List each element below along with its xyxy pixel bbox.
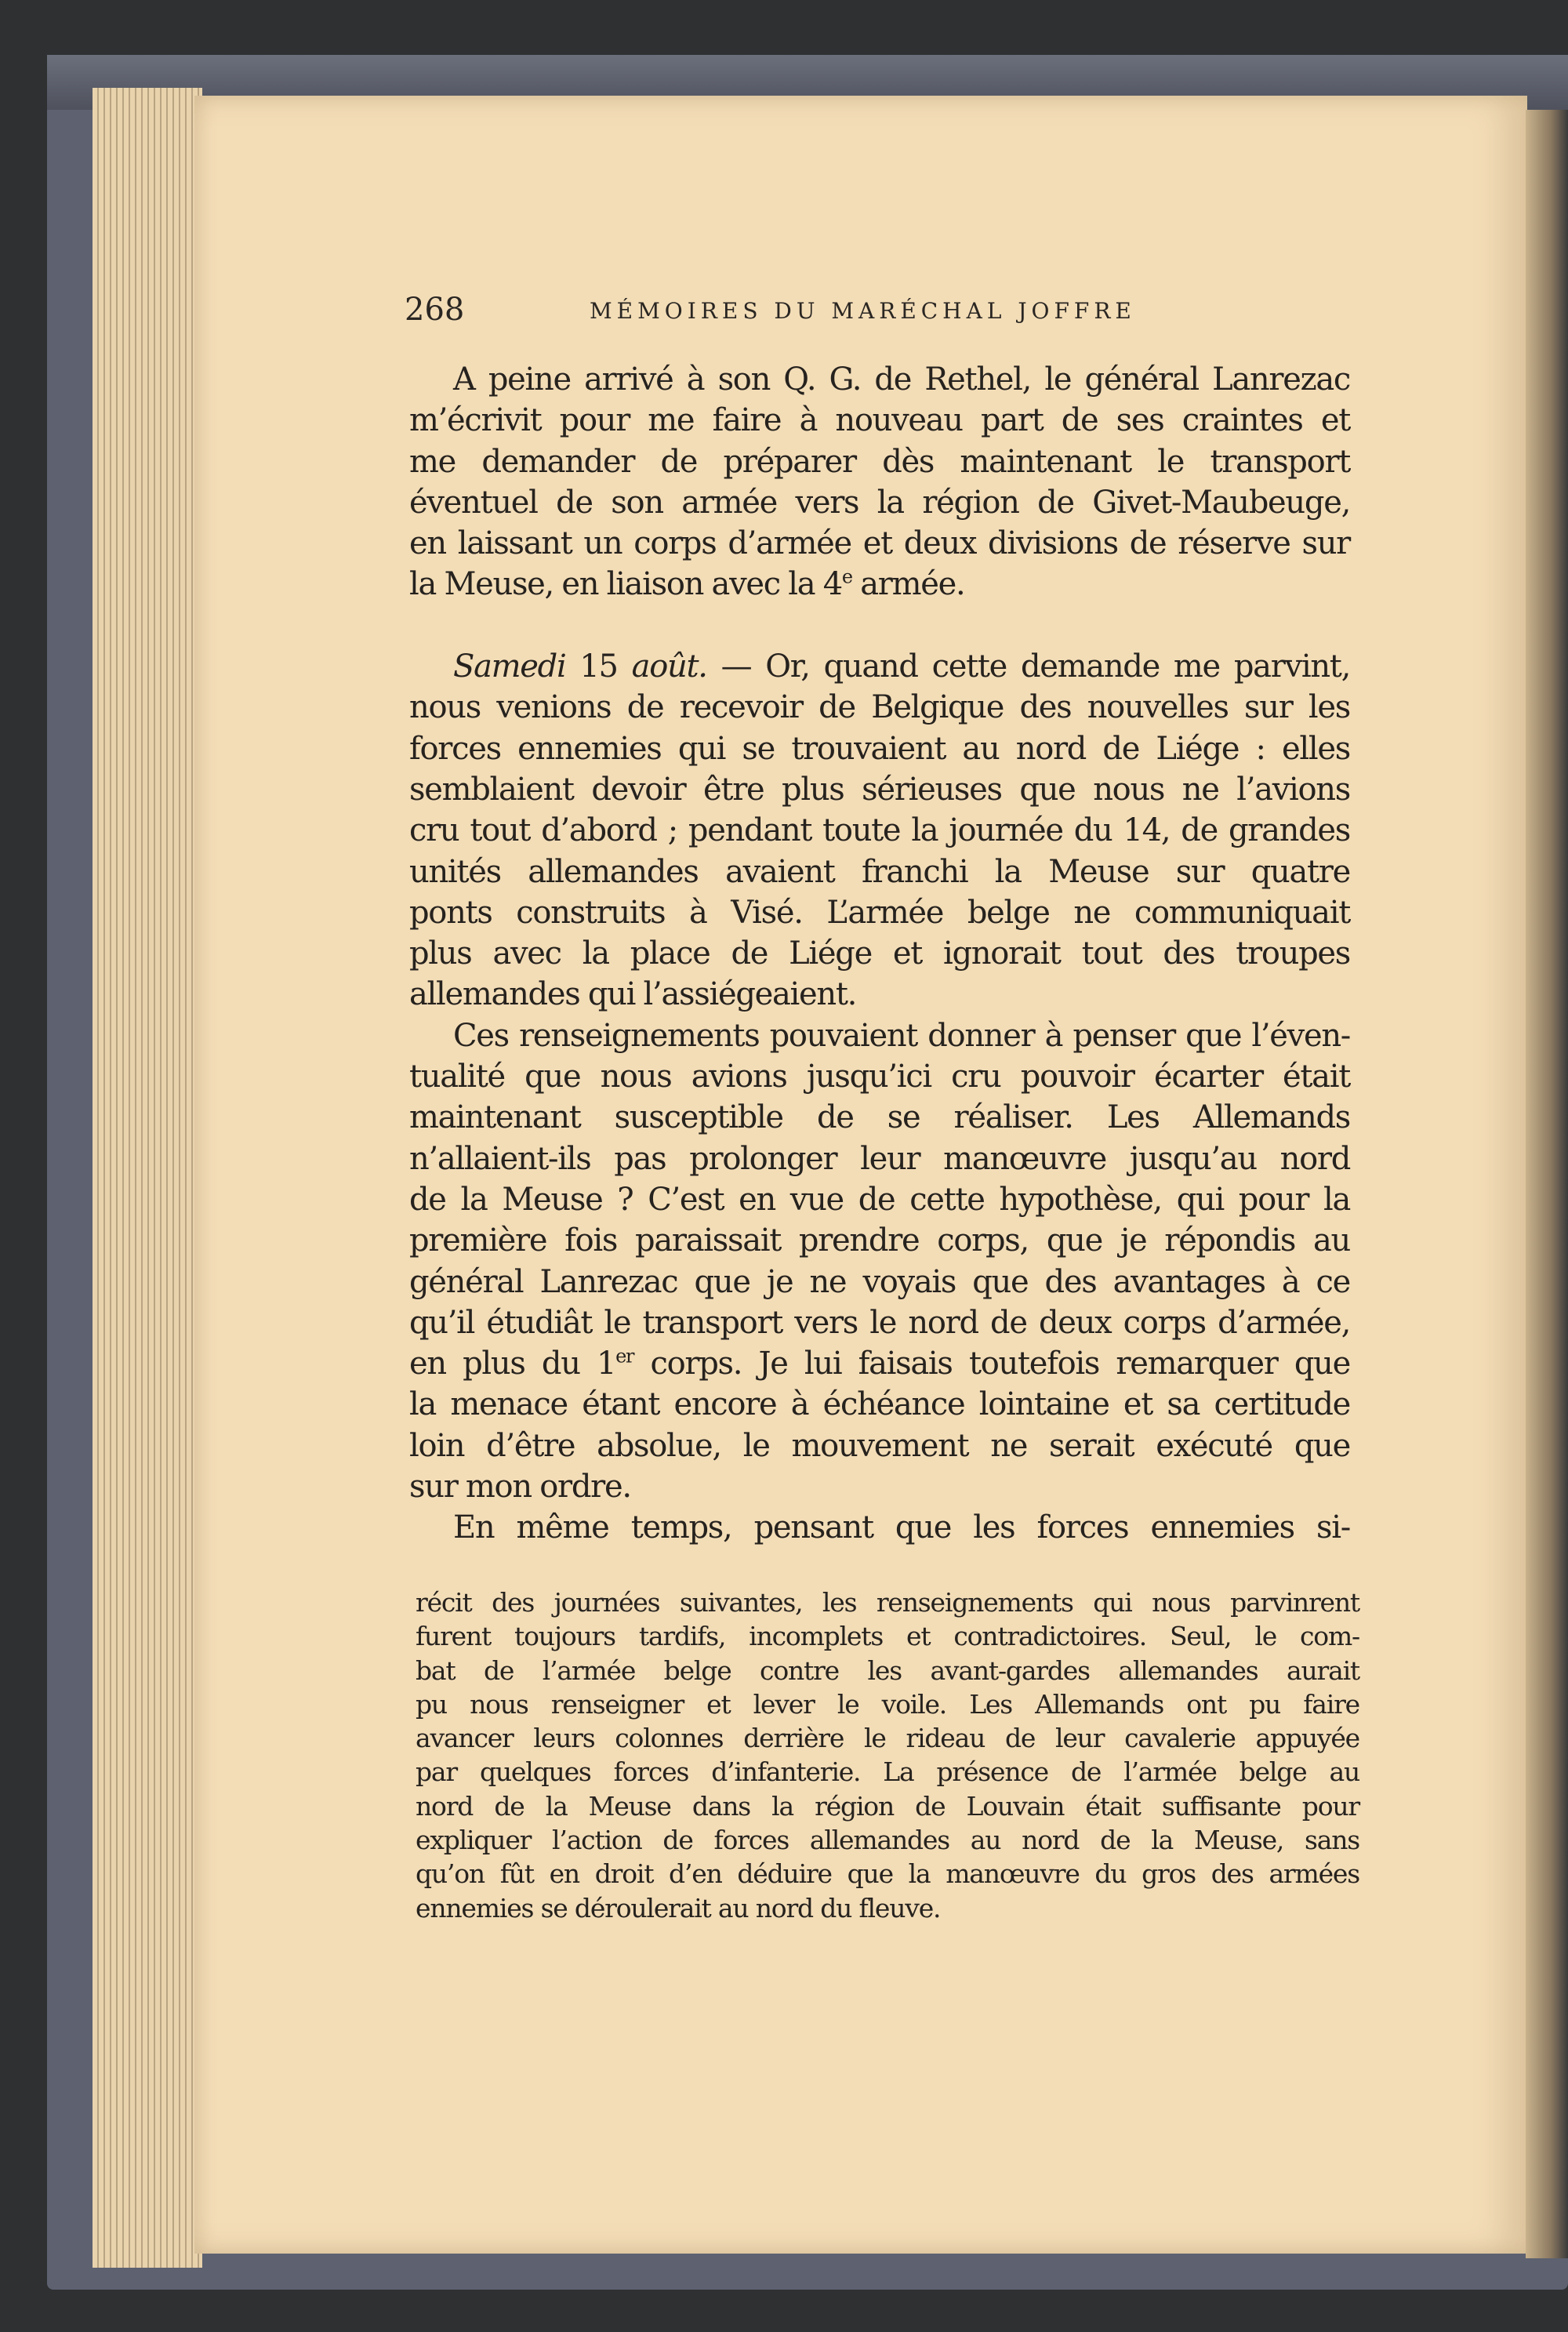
footnote-line (416, 1755, 1359, 1789)
text-segment: en plus du 1 (409, 1346, 616, 1382)
text-segment: qu’on fût en droit d’en déduire que la manœuvre du gros des armées (416, 1858, 1359, 1890)
text-segment: expliquer l’action de forces allemandes au nord de la Meuse, sans (416, 1825, 1359, 1856)
text-segment: pu nous renseigner et lever le voile. Les Allemands ont pu faire (416, 1688, 1359, 1720)
text-line (409, 687, 1350, 728)
running-title: MÉMOIRES DU MARÉCHAL JOFFRE (590, 298, 1136, 324)
text-segment: loin d’être absolue, le mouvement ne serait exécuté que (409, 1427, 1350, 1464)
footnote-line (416, 1891, 1359, 1925)
text-segment: bat de l’armée belge contre les avant-gardes allemandes aurait (416, 1655, 1359, 1686)
text-segment: En même temps, pensant que les forces ennemies si- (453, 1509, 1350, 1546)
text-segment: tualité que nous avions jusqu’ici cru pouvoir écarter était (409, 1059, 1350, 1095)
text-segment: m’écrivit pour me faire à nouveau part de ses craintes et (409, 402, 1350, 439)
text-line (409, 605, 1350, 646)
text-segment: général Lanrezac que je ne voyais que des avantages à ce (409, 1263, 1350, 1300)
text-segment: allemandes qui l’assiégeaient. (409, 976, 857, 1013)
text-segment: première fois paraissait prendre corps, que je répondis au (409, 1222, 1350, 1259)
book-gutter (1526, 110, 1568, 2258)
text-segment: unités allemandes avaient franchi la Meuse sur quatre (409, 853, 1350, 890)
text-line (409, 1302, 1350, 1343)
text-segment: — Or, quand cette demande me parvint, (706, 648, 1350, 685)
footnote-line (416, 1654, 1359, 1687)
text-line (409, 1179, 1350, 1220)
footnote-line (416, 1789, 1359, 1823)
text-segment: me demander de préparer dès maintenant le transport (409, 443, 1350, 480)
text-line (409, 1056, 1350, 1097)
text-line (409, 933, 1350, 974)
superscript: er (615, 1345, 634, 1368)
footnote-text (416, 1586, 1359, 1925)
text-line (409, 892, 1350, 933)
page-edges (93, 88, 202, 2268)
text-segment: furent toujours tardifs, incomplets et contradictoires. Seul, le com- (416, 1621, 1359, 1652)
text-line (409, 441, 1350, 482)
text-segment: Ces renseignements pouvaient donner à penser que l’éven- (453, 1017, 1350, 1054)
text-line (409, 769, 1350, 810)
text-line (409, 1466, 1350, 1507)
text-line (409, 1139, 1350, 1179)
italic-text: Samedi (453, 648, 566, 685)
text-segment: de la Meuse ? C’est en vue de cette hypothèse, qui pour la (409, 1181, 1350, 1218)
page-number: 268 (405, 292, 465, 328)
footnote-line (416, 1586, 1359, 1619)
text-segment: armée. (851, 566, 965, 603)
text-line (409, 1426, 1350, 1466)
superscript: e (841, 566, 852, 589)
text-segment: plus avec la place de Liége et ignorait tout des troupes (409, 935, 1350, 972)
text-segment: n’allaient-ils pas prolonger leur manœuvre jusqu’au nord (409, 1140, 1350, 1177)
text-line (409, 359, 1350, 400)
footnote-line (416, 1823, 1359, 1857)
footnote-line (416, 1857, 1359, 1891)
text-line (409, 1507, 1350, 1548)
text-segment: cru tout d’abord ; pendant toute la journée du 14, de grandes (409, 812, 1350, 849)
footnote-line (416, 1619, 1359, 1653)
footnote-line (416, 1721, 1359, 1755)
text-line (409, 1343, 1350, 1384)
text-segment: par quelques forces d’infanterie. La présence de l’armée belge au (416, 1756, 1359, 1788)
text-segment: avancer leurs colonnes derrière le rideau de leur cavalerie appuyée (416, 1723, 1359, 1754)
text-segment: ennemies se déroulerait au nord du fleuve. (416, 1892, 941, 1923)
text-segment: sur mon ordre. (409, 1469, 631, 1506)
text-line (409, 810, 1350, 851)
text-segment: récit des journées suivantes, les renseignements qui nous parvinrent (416, 1587, 1359, 1618)
text-segment: ponts construits à Visé. L’armée belge ne communiquait (409, 894, 1350, 931)
text-segment: maintenant susceptible de se réaliser. Les Allemands (409, 1099, 1350, 1136)
text-segment: A peine arrivé à son Q. G. de Rethel, le général Lanrezac (453, 361, 1350, 398)
text-line (409, 1097, 1350, 1138)
body-text (409, 359, 1350, 1549)
text-segment: semblaient devoir être plus sérieuses que nous ne l’avions (409, 771, 1350, 808)
text-segment: en laissant un corps d’armée et deux divisions de réserve sur (409, 525, 1350, 562)
text-line (409, 1384, 1350, 1425)
text-line (409, 1015, 1350, 1056)
text-segment: corps. Je lui faisais toutefois remarquer que (633, 1346, 1351, 1382)
text-line (409, 646, 1350, 687)
text-segment: la menace étant encore à échéance lointaine et sa certitude (409, 1386, 1350, 1423)
text-segment: nous venions de recevoir de Belgique des nouvelles sur les (409, 689, 1350, 726)
text-line (409, 564, 1350, 605)
italic-text: août. (631, 648, 707, 685)
text-segment: forces ennemies qui se trouvaient au nord de Liége : elles (409, 730, 1350, 767)
text-line (409, 728, 1350, 769)
text-line (409, 1220, 1350, 1261)
text-line (409, 1262, 1350, 1302)
text-segment: nord de la Meuse dans la région de Louvain était suffisante pour (416, 1790, 1359, 1822)
text-segment: 15 (565, 648, 632, 685)
text-line (409, 482, 1350, 523)
text-segment: qu’il étudiât le transport vers le nord de deux corps d’armée, (409, 1304, 1350, 1341)
text-segment: éventuel de son armée vers la région de Givet-Maubeuge, (409, 484, 1350, 521)
text-line (409, 852, 1350, 892)
text-segment: la Meuse, en liaison avec la 4 (409, 566, 842, 603)
text-line (409, 400, 1350, 441)
footnote-line (416, 1687, 1359, 1721)
text-line (409, 974, 1350, 1015)
text-line (409, 523, 1350, 564)
